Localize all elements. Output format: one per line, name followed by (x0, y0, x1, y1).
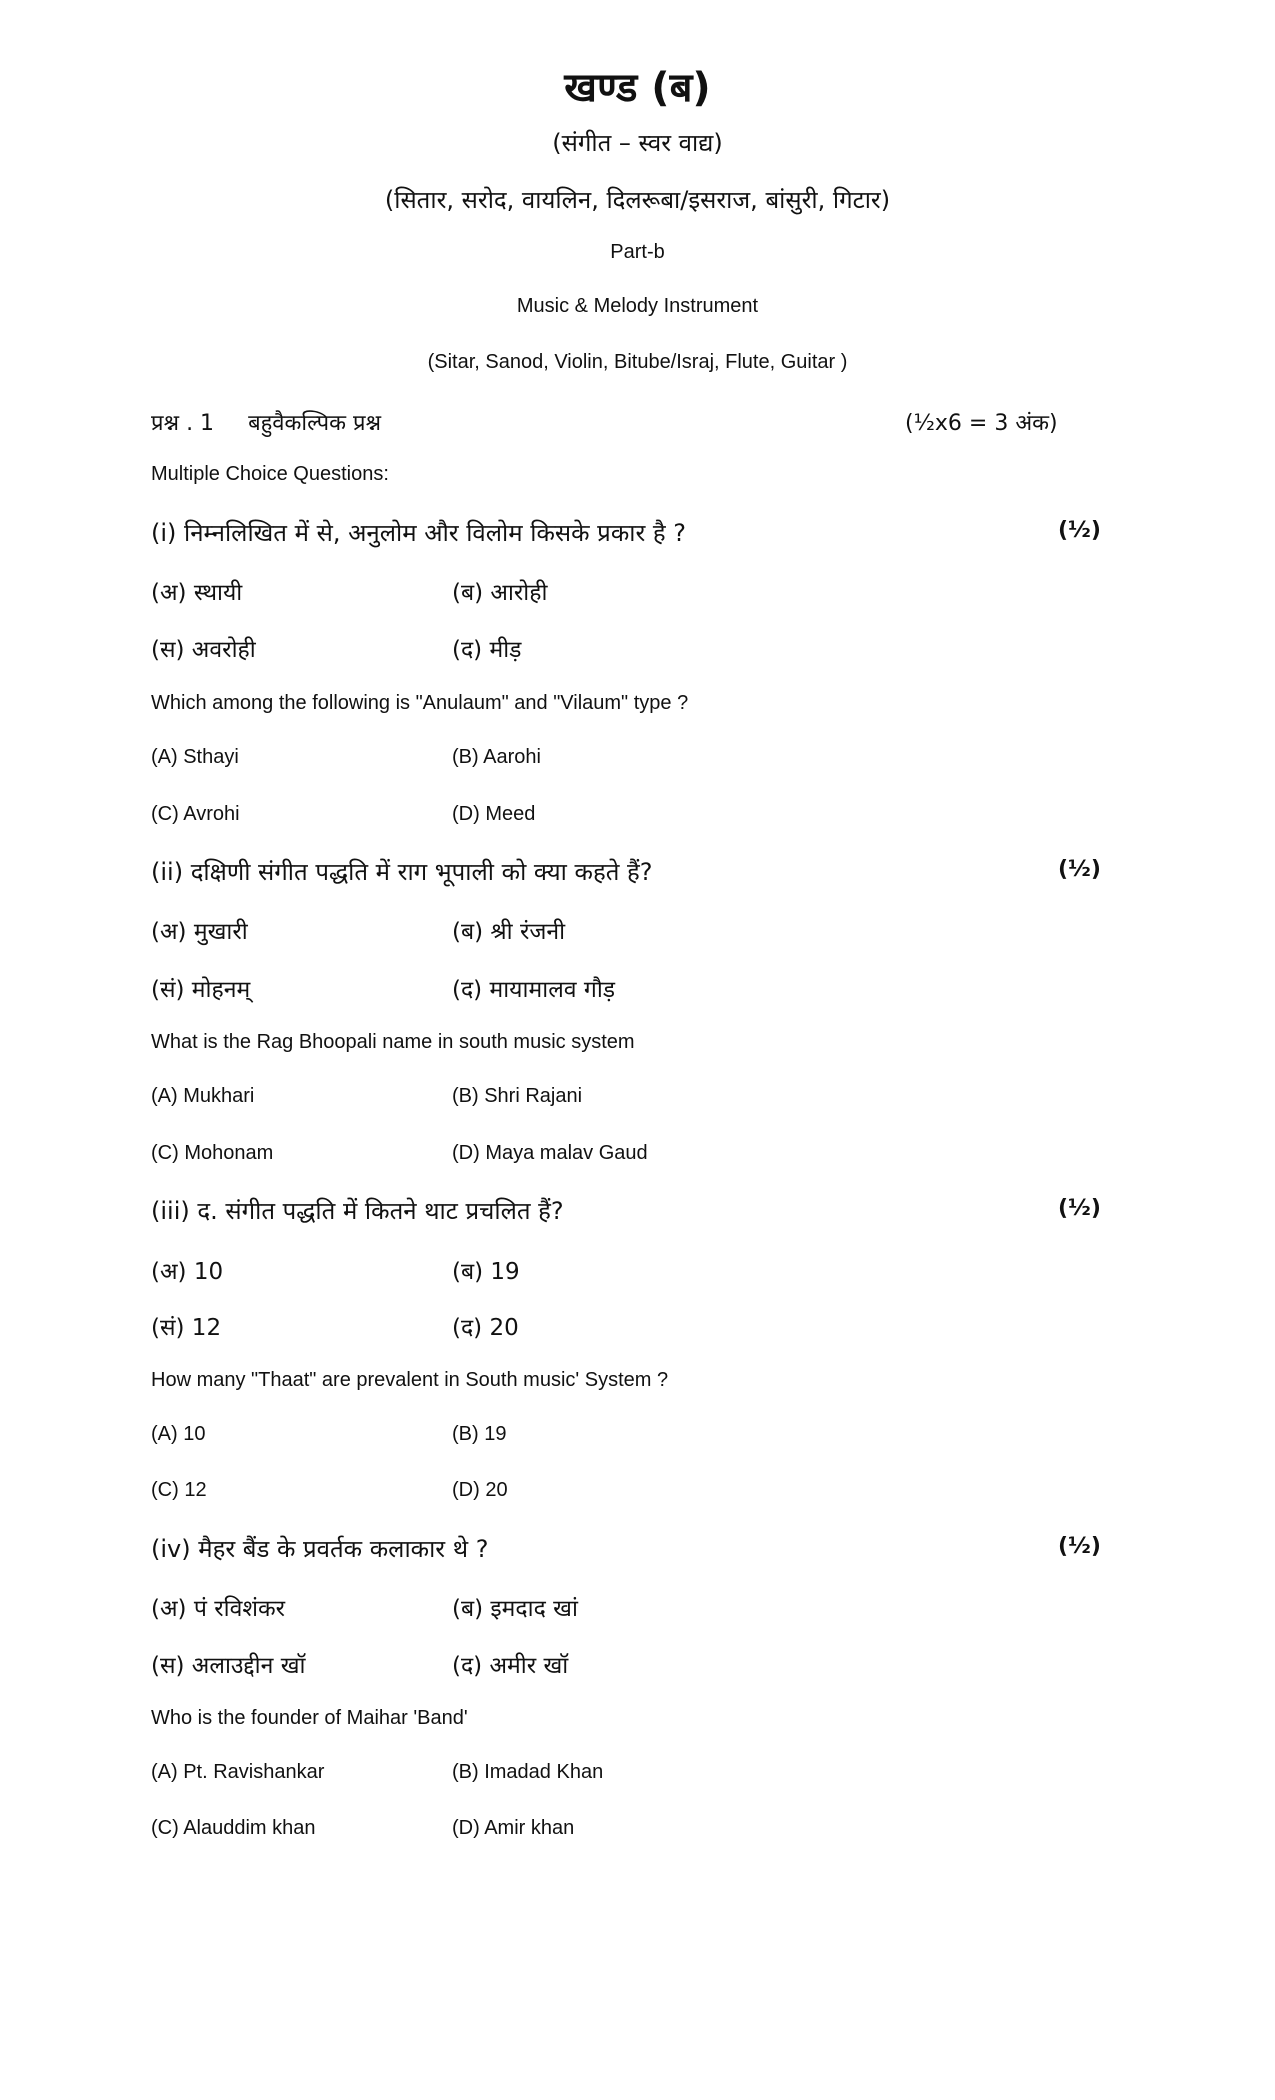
question-2-hindi: (ii) दक्षिणी संगीत पद्धति में राग भूपाली को क्या कहते हैं? (151, 858, 653, 886)
question-4-hindi: (iv) मैहर बैंड के प्रवर्तक कलाकार थे ? (151, 1535, 489, 1563)
question-1-hindi: (i) निम्नलिखित में से, अनुलोम और विलोम किसके प्रकार है ? (151, 519, 687, 547)
question-4-option-c-english: (C) Alauddim khan (151, 1817, 316, 1839)
question-3-option-a-english: (A) 10 (151, 1423, 206, 1445)
question-3-mark: (½) (1058, 1196, 1101, 1221)
section-subtitle-hindi: (संगीत – स्वर वाद्य) (552, 129, 723, 157)
question-1-option-d-hindi: (द) मीड़ (452, 637, 522, 663)
question-2-option-c-hindi: (सं) मोहनम् (151, 977, 251, 1003)
music-label: Music & Melody Instrument (516, 295, 759, 317)
question-4-option-a-english: (A) Pt. Ravishankar (151, 1761, 325, 1783)
question-1-option-a-english: (A) Sthayi (151, 746, 239, 768)
question-4-option-d-english: (D) Amir khan (452, 1817, 575, 1839)
part-label: Part-b (610, 241, 665, 263)
question-3-option-c-english: (C) 12 (151, 1479, 207, 1501)
question-header (151, 407, 381, 437)
question-4-option-b-hindi: (ब) इमदाद खां (452, 1596, 578, 1622)
question-1-option-d-english: (D) Meed (452, 803, 536, 825)
question-2-option-a-hindi: (अ) मुखारी (151, 919, 248, 945)
question-3-option-d-english: (D) 20 (452, 1479, 508, 1501)
question-3-option-c-hindi: (सं) 12 (151, 1315, 222, 1341)
question-4-option-b-english: (B) Imadad Khan (452, 1761, 604, 1783)
section-title: खण्ड (ब) (564, 65, 711, 111)
question-1-option-c-hindi: (स) अवरोही (151, 637, 256, 663)
question-2-option-b-english: (B) Shri Rajani (452, 1085, 583, 1107)
question-3-option-b-english: (B) 19 (452, 1423, 507, 1445)
total-marks: (½x6 = 3 अंक) (905, 411, 1058, 436)
question-4-option-a-hindi: (अ) पं रविशंकर (151, 1596, 286, 1622)
question-2-option-d-english: (D) Maya malav Gaud (452, 1142, 648, 1164)
question-1-english: Which among the following is "Anulaum" and "Vilaum" type ? (151, 692, 689, 714)
question-type-title: बहुवैकल्पिक प्रश्न (248, 411, 382, 436)
question-4-english: Who is the founder of Maihar 'Band' (151, 1707, 468, 1729)
question-2-mark: (½) (1058, 857, 1101, 882)
question-3-hindi: (iii) द. संगीत पद्धति में कितने थाट प्रचलित हैं? (151, 1197, 564, 1225)
question-2-option-a-english: (A) Mukhari (151, 1085, 255, 1107)
question-2-option-d-hindi: (द) मायामालव गौड़ (452, 977, 616, 1003)
question-number: प्रश्न . 1 (151, 411, 215, 436)
question-3-option-a-hindi: (अ) 10 (151, 1259, 224, 1285)
question-1-mark: (½) (1058, 518, 1101, 543)
question-4-option-c-hindi: (स) अलाउद्दीन खॉ (151, 1653, 306, 1679)
question-3-option-b-hindi: (ब) 19 (452, 1259, 520, 1285)
question-1-option-a-hindi: (अ) स्थायी (151, 580, 243, 606)
question-3-english: How many "Thaat" are prevalent in South music' System ? (151, 1369, 669, 1391)
question-2-option-c-english: (C) Mohonam (151, 1142, 274, 1164)
mcq-label: Multiple Choice Questions: (151, 463, 389, 485)
question-2-english: What is the Rag Bhoopali name in south music system (151, 1031, 635, 1053)
question-3-option-d-hindi: (द) 20 (452, 1315, 519, 1341)
question-2-option-b-hindi: (ब) श्री रंजनी (452, 919, 566, 945)
instruments-list-english: (Sitar, Sanod, Violin, Bitube/Israj, Flute, Guitar ) (427, 351, 848, 373)
instruments-list-hindi: (सितार, सरोद, वायलिन, दिलरूबा/इसराज, बांसुरी, गिटार) (384, 186, 891, 214)
question-4-option-d-hindi: (द) अमीर खॉ (452, 1653, 569, 1679)
question-4-mark: (½) (1058, 1534, 1101, 1559)
question-1-option-b-hindi: (ब) आरोही (452, 580, 548, 606)
question-1-option-c-english: (C) Avrohi (151, 803, 240, 825)
question-1-option-b-english: (B) Aarohi (452, 746, 541, 768)
